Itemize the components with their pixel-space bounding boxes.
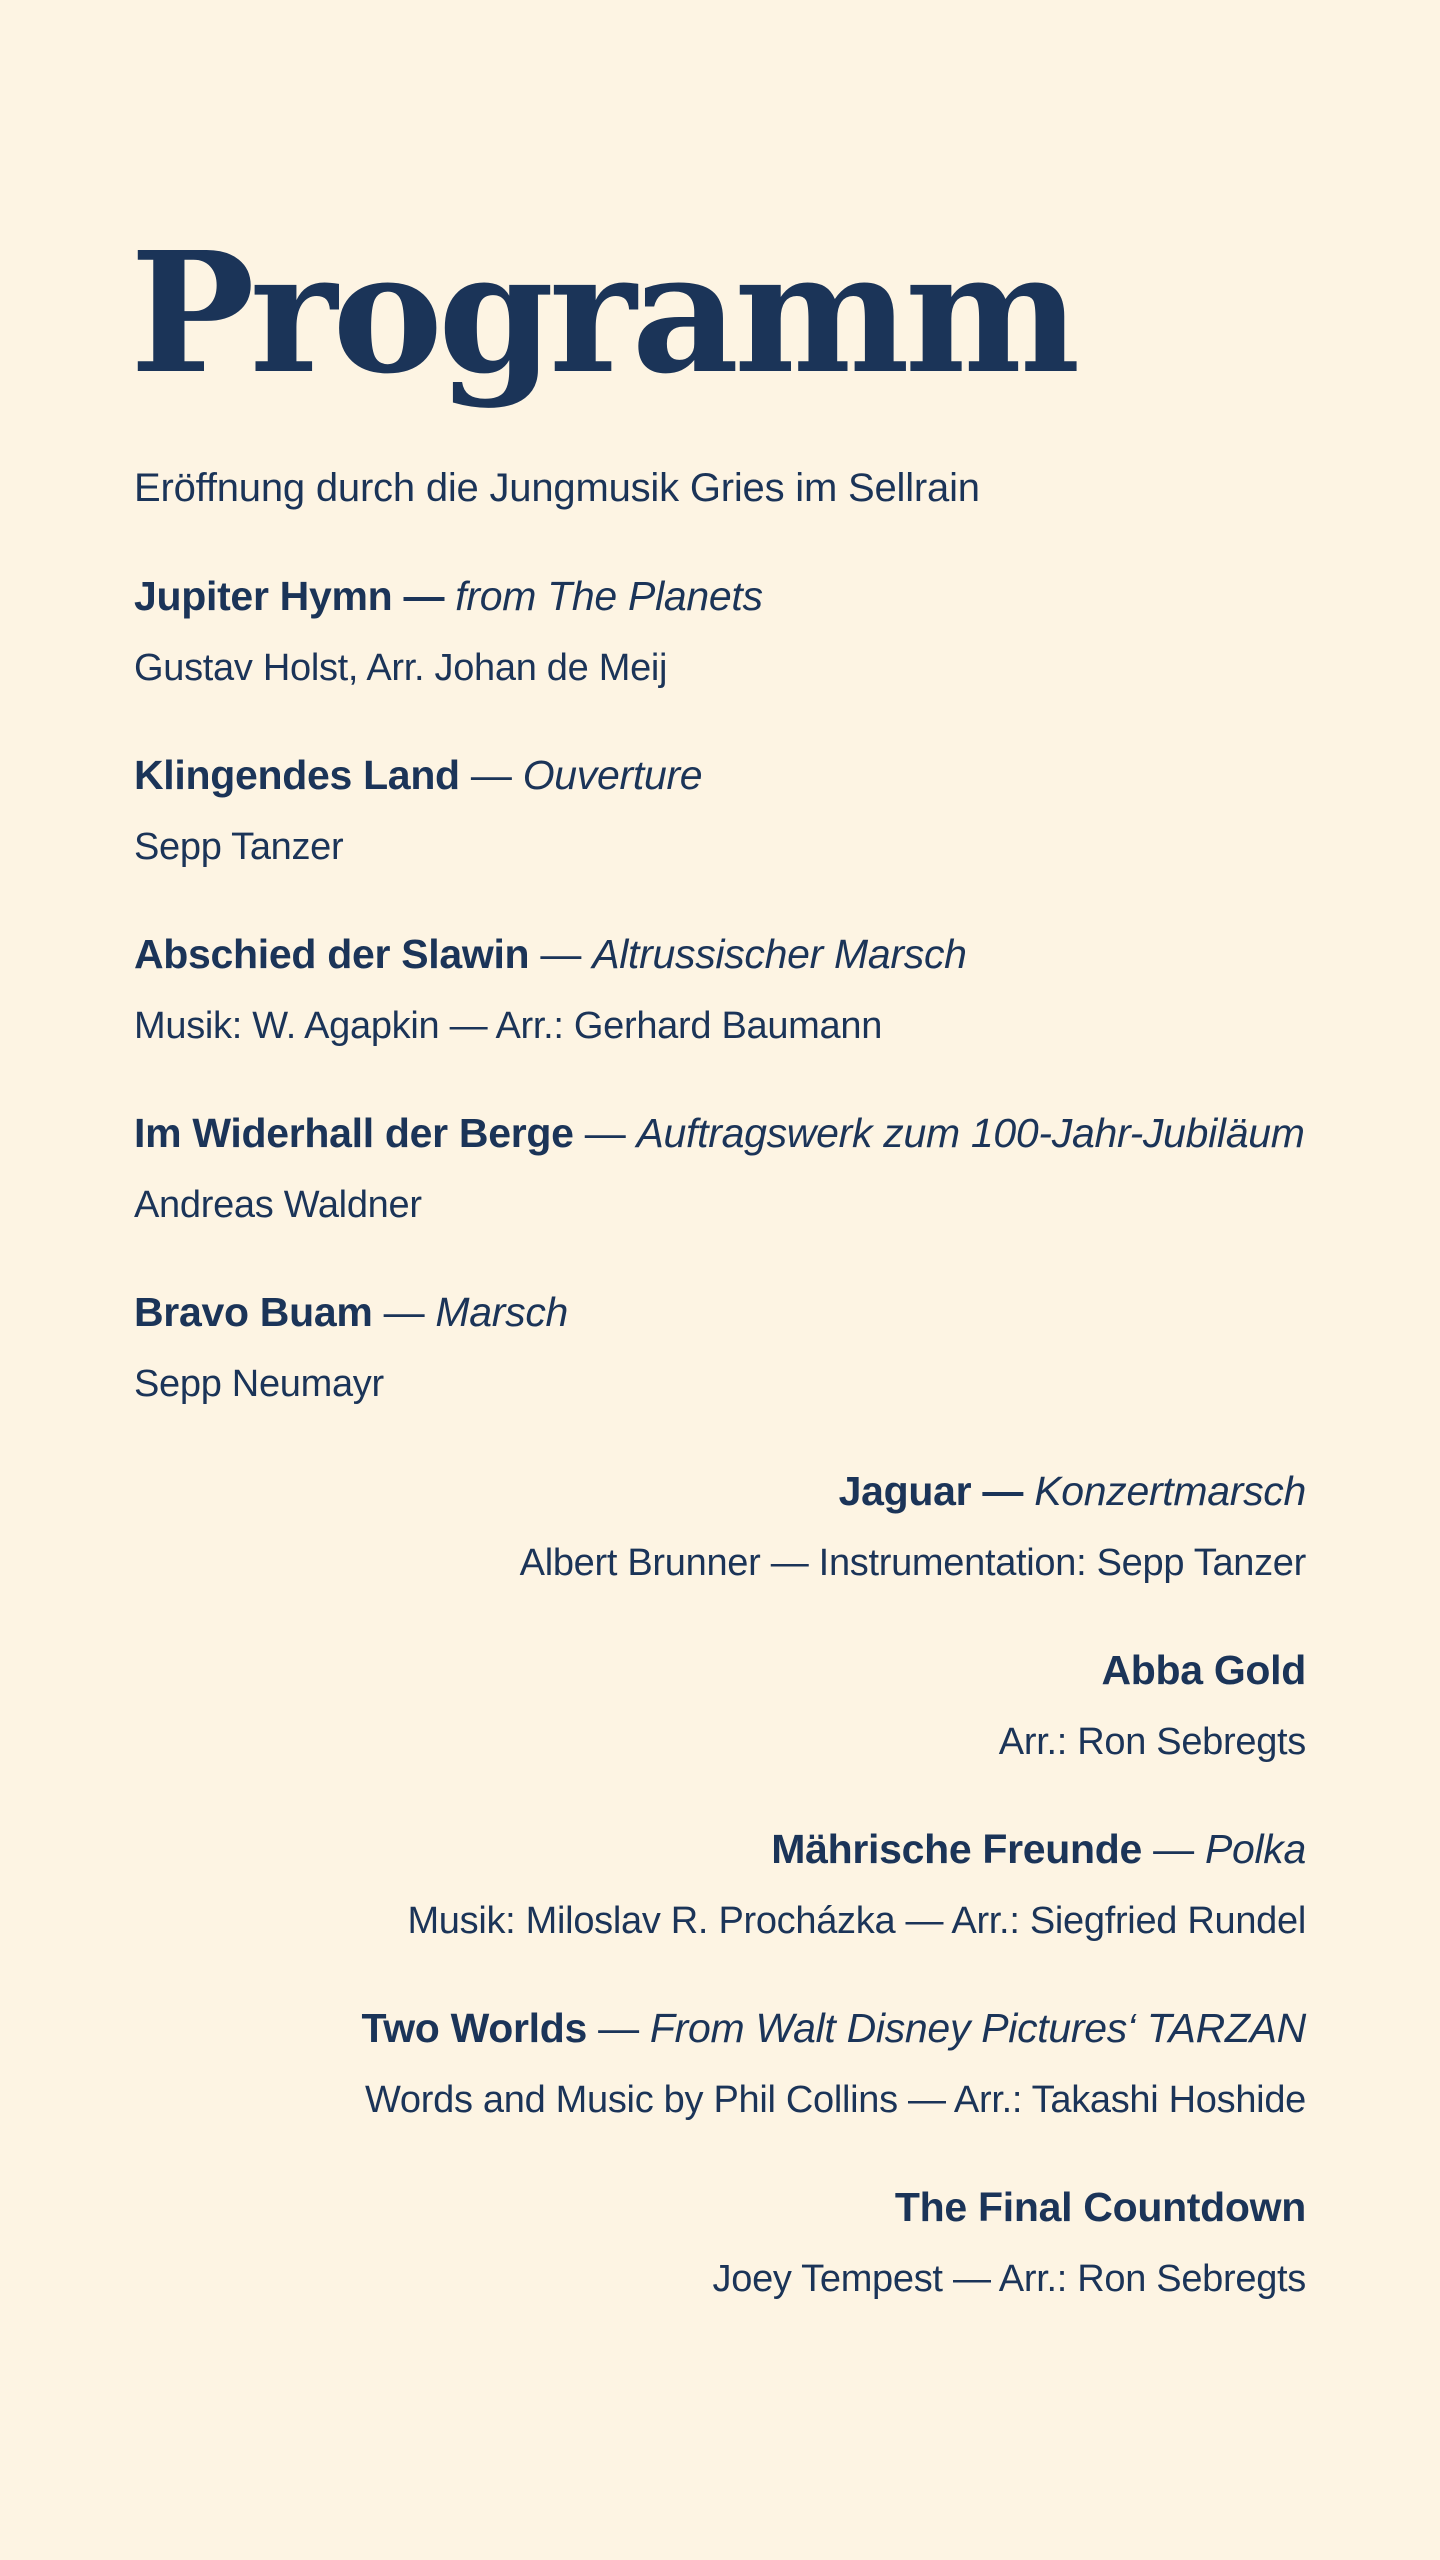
piece-separator: — (529, 931, 593, 977)
piece-composer: Joey Tempest — Arr.: Ron Sebregts (712, 2258, 1306, 2300)
piece-name: The Final Countdown (894, 2184, 1306, 2230)
piece-composer: Gustav Holst, Arr. Johan de Meij (134, 647, 668, 689)
program-item (134, 2000, 1306, 2128)
piece-title (134, 1284, 1306, 1340)
piece-name: Two Worlds (361, 2005, 588, 2051)
piece-title (134, 2000, 1306, 2056)
program-item (134, 747, 1306, 875)
program-item (134, 1821, 1306, 1949)
piece-composer: Sepp Neumayr (134, 1363, 384, 1405)
piece-separator: — (587, 2005, 650, 2051)
piece-subtitle: from The Planets (455, 573, 763, 619)
program-item (134, 1105, 1306, 1233)
piece-composer: Arr.: Ron Sebregts (998, 1721, 1306, 1763)
program-item (134, 1463, 1306, 1591)
program-item (134, 568, 1306, 696)
piece-separator: — (459, 752, 523, 798)
piece-title (134, 926, 1306, 982)
program-page (130, 0, 1306, 2560)
piece-composer: Musik: Miloslav R. Procházka — Arr.: Siegfried Rundel (407, 1900, 1306, 1942)
piece-title (134, 1105, 1306, 1161)
piece-composer: Sepp Tanzer (134, 826, 344, 868)
piece-composer: Andreas Waldner (134, 1184, 422, 1226)
piece-name: Im Widerhall der Berge (134, 1110, 574, 1156)
program-item (134, 1642, 1306, 1770)
program-item (134, 1284, 1306, 1412)
program-item (134, 2179, 1306, 2307)
piece-separator: — (1142, 1826, 1205, 1872)
program-item (134, 926, 1306, 1054)
piece-title (134, 2179, 1306, 2235)
piece-subtitle: Altrussischer Marsch (592, 931, 967, 977)
page-title: Programm (130, 216, 1076, 411)
piece-name: Bravo Buam (134, 1289, 373, 1335)
piece-name: Jaguar (838, 1468, 972, 1514)
piece-title (134, 1821, 1306, 1877)
piece-composer: Albert Brunner — Instrumentation: Sepp Tanzer (519, 1542, 1306, 1584)
piece-name: Jupiter Hymn (134, 573, 393, 619)
piece-composer: Musik: W. Agapkin — Arr.: Gerhard Baumann (134, 1005, 883, 1047)
piece-separator: — (372, 1289, 436, 1335)
piece-name: Klingendes Land (134, 752, 460, 798)
piece-subtitle: Polka (1204, 1826, 1306, 1872)
piece-subtitle: Auftragswerk zum 100-Jahr-Jubiläum (636, 1110, 1305, 1156)
piece-separator: — (573, 1110, 637, 1156)
piece-subtitle: Ouverture (522, 752, 703, 798)
piece-name: Abba Gold (1101, 1647, 1306, 1693)
piece-subtitle: Konzertmarsch (1034, 1468, 1306, 1514)
piece-name: Abschied der Slawin (134, 931, 530, 977)
piece-title (134, 747, 1306, 803)
piece-title (134, 1463, 1306, 1519)
piece-subtitle: From Walt Disney Pictures‘ TARZAN (649, 2005, 1306, 2051)
piece-subtitle: Marsch (435, 1289, 569, 1335)
opening-line: Eröffnung durch die Jungmusik Gries im Sellrain (134, 466, 980, 510)
piece-title (134, 1642, 1306, 1698)
piece-title (134, 568, 1306, 624)
piece-separator: — (971, 1468, 1035, 1514)
piece-separator: — (392, 573, 456, 619)
piece-name: Mährische Freunde (771, 1826, 1143, 1872)
piece-composer: Words and Music by Phil Collins — Arr.: Takashi Hoshide (365, 2079, 1306, 2121)
